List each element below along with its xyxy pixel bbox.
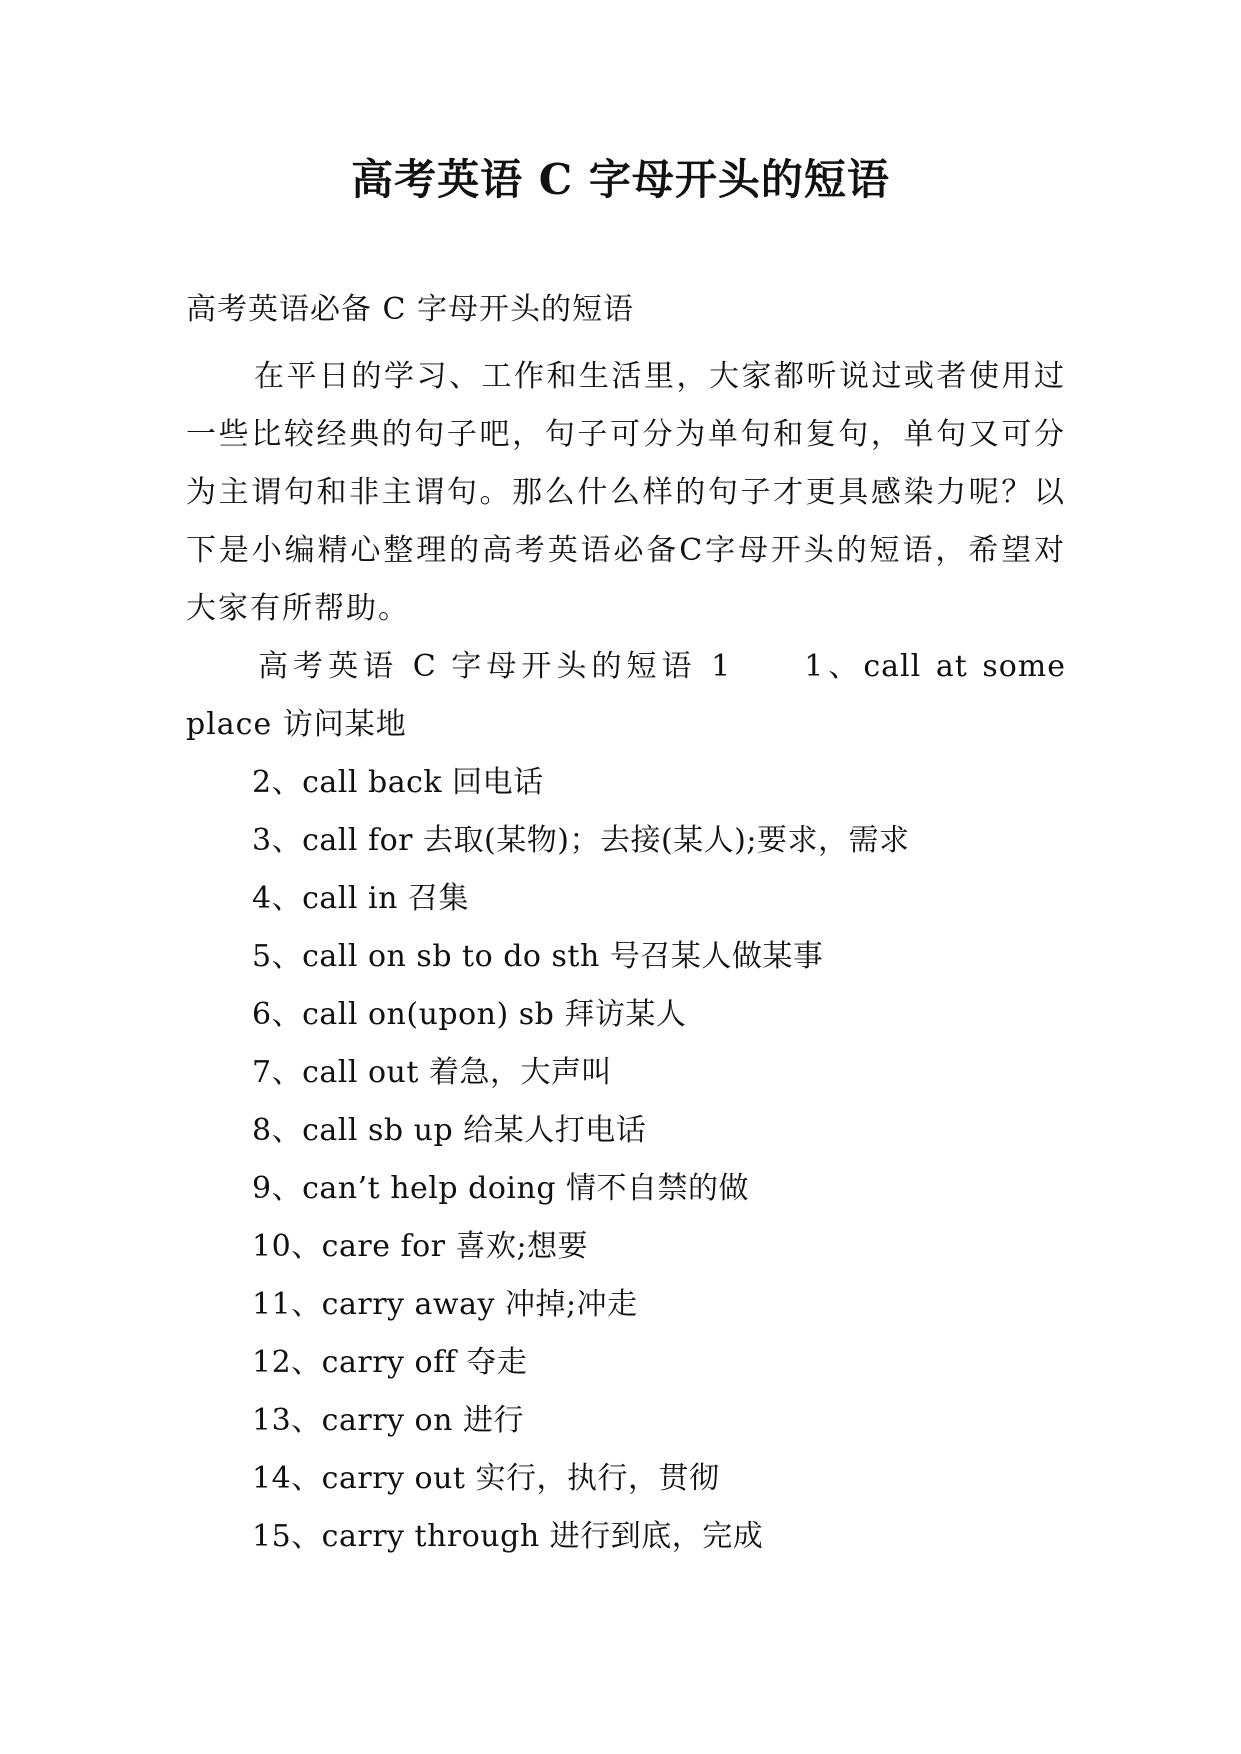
document-subtitle: 高考英语必备 C 字母开头的短语 <box>186 292 635 327</box>
document-body <box>186 290 1066 1566</box>
phrase-item: 9、can’t help doing 情不自禁的做 <box>252 1171 750 1206</box>
phrase-item: 6、call on(upon) sb 拜访某人 <box>252 997 687 1032</box>
phrase-item: 7、call out 着急，大声叫 <box>252 1055 612 1090</box>
phrase-item: 5、call on sb to do sth 号召某人做某事 <box>252 939 824 974</box>
phrase-item: 13、carry on 进行 <box>252 1403 524 1438</box>
document-title: 高考英语 C 字母开头的短语 <box>351 155 890 204</box>
phrase-item: 10、care for 喜欢;想要 <box>252 1229 589 1264</box>
phrase-item: 8、call sb up 给某人打电话 <box>252 1113 647 1148</box>
section-gap <box>731 649 804 684</box>
phrase-item-1: 1、call at some place 访问某地 <box>186 649 1067 742</box>
phrase-item: 14、carry out 实行，执行，贯彻 <box>252 1461 720 1496</box>
section-heading: 高考英语 C 字母开头的短语 1 <box>258 649 732 684</box>
phrase-item: 15、carry through 进行到底，完成 <box>252 1519 764 1554</box>
intro-paragraph: 在平日的学习、工作和生活里，大家都听说过或者使用过一些比较经典的句子吧，句子可分为单句和复句，单句又可分为主谓句和非主谓句。那么什么样的句子才更具感染力呢？以下是小编精心整理的高考英语必备C字母开头的短语，希望对大家有所帮助。 <box>186 359 1066 626</box>
phrase-item: 4、call in 召集 <box>252 881 469 916</box>
phrase-item: 3、call for 去取(某物)；去接(某人);要求，需求 <box>252 823 910 858</box>
phrase-item: 11、carry away 冲掉;冲走 <box>252 1287 638 1322</box>
phrase-item: 12、carry off 夺走 <box>252 1345 528 1380</box>
section-heading-with-first-item <box>186 638 1066 754</box>
phrase-item: 2、call back 回电话 <box>252 765 544 800</box>
phrase-list <box>186 754 1066 1566</box>
